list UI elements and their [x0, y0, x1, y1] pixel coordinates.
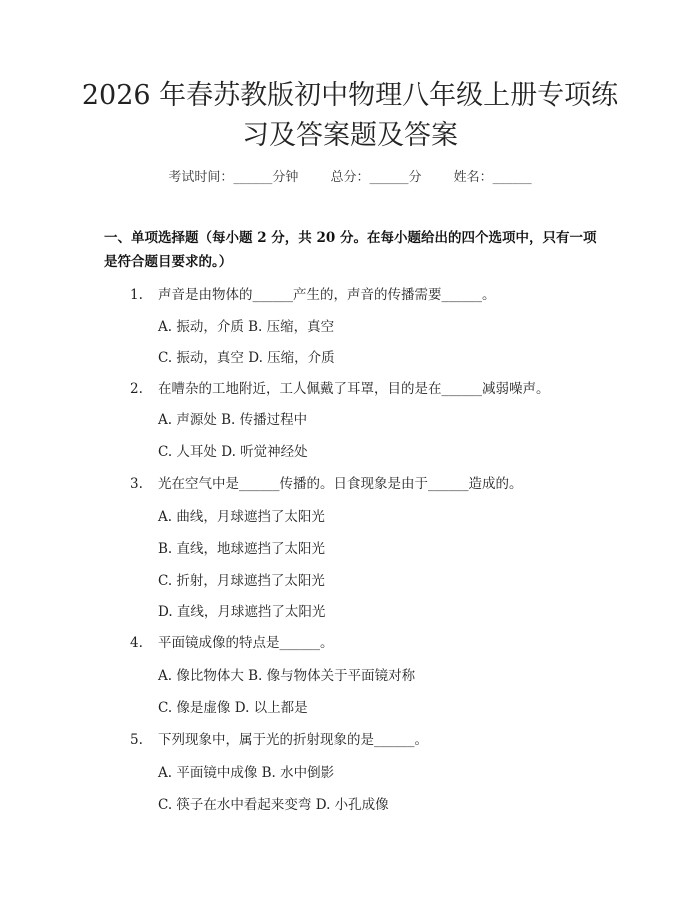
question-option: C. 人耳处 D. 听觉神经处	[158, 444, 308, 460]
question-number: 1.	[130, 287, 143, 303]
question	[130, 377, 550, 397]
section-heading: 一、单项选择题（每小题 2 分，共 20 分。在每小题给出的四个选项中，只有一项是符合题目要求的。）	[104, 230, 597, 270]
question-number: 5.	[130, 732, 143, 748]
question-option: A. 像比物体大 B. 像与物体关于平面镜对称	[158, 668, 416, 684]
question-text: 声音是由物体的______产生的，声音的传播需要______。	[158, 287, 496, 303]
question-option: C. 折射，月球遮挡了太阳光	[158, 573, 325, 589]
question	[130, 283, 496, 303]
question	[130, 631, 334, 651]
question-option: C. 像是虚像 D. 以上都是	[158, 700, 308, 716]
question-option: C. 筷子在水中看起来变弯 D. 小孔成像	[158, 797, 389, 813]
question-option: A. 声源处 B. 传播过程中	[158, 412, 308, 428]
question-option: A. 曲线，月球遮挡了太阳光	[158, 509, 325, 525]
title-line-2: 习及答案题及答案	[242, 120, 458, 151]
question-option: B. 直线，地球遮挡了太阳光	[158, 541, 326, 557]
student-name-field: 姓名：______	[453, 170, 532, 185]
question	[130, 472, 523, 492]
question	[130, 728, 428, 748]
page-title	[60, 76, 640, 156]
question-option: C. 振动，真空 D. 压缩，介质	[158, 350, 335, 366]
question-option: D. 直线，月球遮挡了太阳光	[158, 604, 326, 620]
question-text: 下列现象中，属于光的折射现象的是______。	[158, 732, 428, 748]
question-number: 4.	[130, 635, 143, 651]
exam-info	[0, 166, 700, 185]
question-text: 在嘈杂的工地附近，工人佩戴了耳罩，目的是在______减弱噪声。	[158, 381, 550, 397]
question-option: A. 平面镜中成像 B. 水中倒影	[158, 765, 335, 781]
question-number: 2.	[130, 381, 143, 397]
question-text: 光在空气中是______传播的。日食现象是由于______造成的。	[158, 476, 523, 492]
question-number: 3.	[130, 476, 143, 492]
exam-time-field: 考试时间：______分钟	[168, 170, 299, 185]
title-line-1: 2026 年春苏教版初中物理八年级上册专项练	[81, 80, 619, 111]
total-score-field: 总分：______分	[330, 170, 422, 185]
question-option: A. 振动，介质 B. 压缩，真空	[158, 319, 335, 335]
question-text: 平面镜成像的特点是______。	[158, 635, 334, 651]
